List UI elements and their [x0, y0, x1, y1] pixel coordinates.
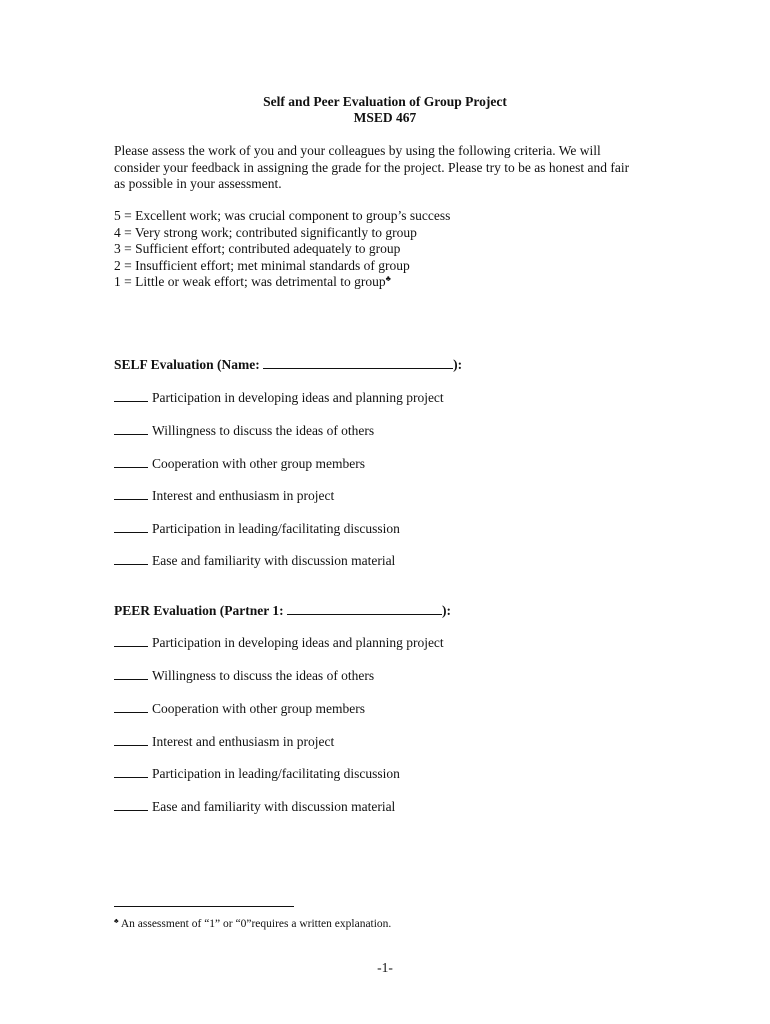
- self-criterion-row: [114, 520, 400, 537]
- peer-criterion-row: [114, 667, 374, 684]
- criterion-label: Participation in developing ideas and planning project: [152, 390, 444, 405]
- criterion-label: Participation in leading/facilitating discussion: [152, 521, 400, 536]
- criterion-label: Cooperation with other group members: [152, 456, 365, 471]
- peer-score-blank[interactable]: [114, 700, 148, 713]
- course-code: MSED 467: [353, 110, 417, 125]
- scale-item-5: 5 = Excellent work; was crucial component to group’s success: [114, 208, 451, 223]
- scale-item-4: 4 = Very strong work; contributed significantly to group: [114, 224, 417, 240]
- self-criterion-row: [114, 389, 444, 406]
- self-score-blank[interactable]: [114, 520, 148, 533]
- instructions-line: Please assess the work of you and your colleagues by using the following criteria. We will: [114, 143, 601, 158]
- self-name-field[interactable]: [263, 356, 453, 369]
- self-score-blank[interactable]: [114, 487, 148, 500]
- self-score-blank[interactable]: [114, 422, 148, 435]
- self-score-blank[interactable]: [114, 552, 148, 565]
- criterion-label: Participation in developing ideas and planning project: [152, 635, 444, 650]
- self-evaluation-heading: [114, 356, 462, 373]
- self-score-blank[interactable]: [114, 455, 148, 468]
- criterion-label: Willingness to discuss the ideas of others: [152, 668, 375, 683]
- peer-criterion-row: [114, 798, 395, 815]
- criterion-label: Cooperation with other group members: [152, 701, 365, 716]
- self-criterion-row: [114, 422, 374, 439]
- peer-evaluation-heading: [114, 602, 451, 619]
- partner-name-field[interactable]: [287, 602, 442, 615]
- instructions-line: consider your feedback in assigning the grade for the project. Please try to be as honest and fair: [114, 159, 630, 175]
- scale-item-2: 2 = Insufficient effort; met minimal standards of group: [114, 257, 410, 273]
- scale-item-3: 3 = Sufficient effort; contributed adequately to group: [114, 241, 401, 256]
- criterion-label: Ease and familiarity with discussion material: [152, 799, 396, 814]
- footnote-text: An assessment of “1” or “0”requires a written explanation.: [118, 918, 392, 930]
- peer-criterion-row: [114, 634, 444, 651]
- instructions-paragraph: [114, 143, 674, 193]
- peer-score-blank[interactable]: [114, 667, 148, 680]
- peer-score-blank[interactable]: [114, 798, 148, 811]
- footnote: [114, 916, 391, 932]
- peer-score-blank[interactable]: [114, 634, 148, 647]
- peer-criterion-row: [114, 765, 400, 782]
- criterion-label: Ease and familiarity with discussion material: [152, 553, 396, 568]
- criterion-label: Interest and enthusiasm in project: [152, 488, 335, 503]
- rating-scale: [114, 208, 450, 291]
- peer-criterion-row: [114, 733, 334, 750]
- peer-score-blank[interactable]: [114, 733, 148, 746]
- criterion-label: Willingness to discuss the ideas of others: [152, 423, 375, 438]
- peer-heading-label: PEER Evaluation (Partner 1:: [114, 603, 287, 618]
- peer-criterion-row: [114, 700, 365, 717]
- self-heading-label: SELF Evaluation (Name:: [114, 357, 264, 372]
- self-criterion-row: [114, 552, 395, 569]
- footnote-marker: ♣: [385, 274, 391, 283]
- footnote-marker: ♣: [114, 917, 119, 925]
- self-score-blank[interactable]: [114, 389, 148, 402]
- peer-heading-suffix: ):: [442, 603, 451, 618]
- footnote-divider: [114, 906, 294, 907]
- criterion-label: Participation in leading/facilitating discussion: [152, 766, 400, 781]
- peer-score-blank[interactable]: [114, 765, 148, 778]
- self-criterion-row: [114, 455, 365, 472]
- self-criterion-row: [114, 487, 334, 504]
- scale-item-1-row: [114, 274, 450, 291]
- criterion-label: Interest and enthusiasm in project: [152, 734, 335, 749]
- instructions-line: as possible in your assessment.: [114, 176, 282, 191]
- self-heading-suffix: ):: [453, 357, 463, 372]
- page-number: -1-: [377, 960, 393, 975]
- document-title: Self and Peer Evaluation of Group Project: [263, 94, 507, 109]
- scale-item-1: 1 = Little or weak effort; was detrimental to group: [114, 274, 386, 289]
